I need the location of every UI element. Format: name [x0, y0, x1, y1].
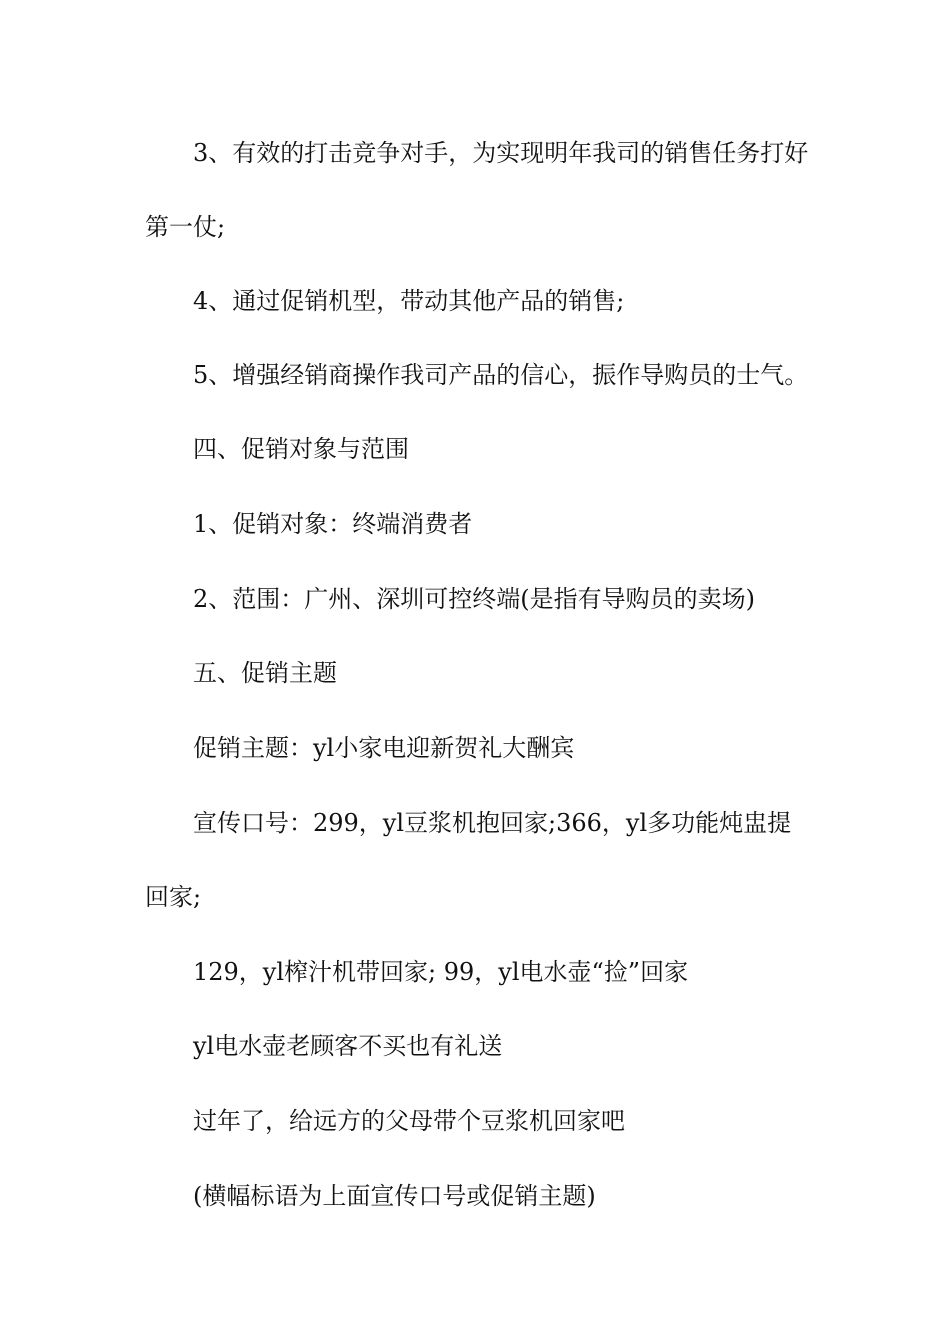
text-line-9: 促销主题：yl小家电迎新贺礼大酬宾	[193, 734, 575, 762]
text-line-15: (横幅标语为上面宣传口号或促销主题)	[193, 1182, 596, 1210]
text-line-3: 4、通过促销机型，带动其他产品的销售;	[193, 287, 625, 315]
section-heading-5: 五、促销主题	[193, 659, 337, 687]
text-line-2: 第一仗;	[145, 213, 226, 241]
text-line-6: 1、促销对象：终端消费者	[193, 510, 473, 538]
text-line-12: 129，yl榨汁机带回家; 99，yl电水壶“捡”回家	[193, 958, 689, 986]
text-line-11: 回家;	[145, 883, 202, 911]
text-line-13: yl电水壶老顾客不买也有礼送	[193, 1032, 503, 1060]
text-line-7: 2、范围：广州、深圳可控终端(是指有导购员的卖场)	[193, 585, 755, 613]
section-heading-4: 四、促销对象与范围	[193, 435, 409, 463]
text-line-14: 过年了，给远方的父母带个豆浆机回家吧	[193, 1107, 625, 1135]
text-line-1: 3、有效的打击竞争对手，为实现明年我司的销售任务打好	[193, 139, 809, 167]
text-line-4: 5、增强经销商操作我司产品的信心，振作导购员的士气。	[193, 361, 809, 389]
text-line-10: 宣传口号：299，yl豆浆机抱回家;366，yl多功能炖盅提	[193, 809, 792, 837]
